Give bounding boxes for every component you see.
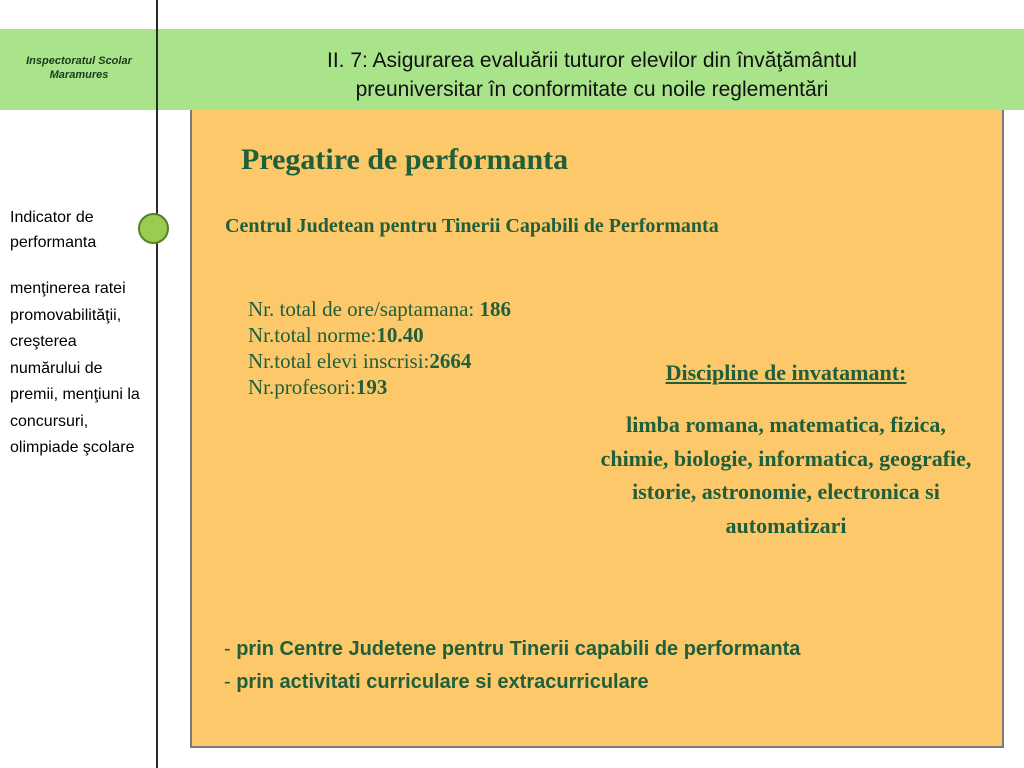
stat-value: 193: [355, 375, 388, 399]
stat-norms: [248, 322, 511, 348]
bullet-item: [224, 666, 994, 699]
stat-label: Nr. total de ore/saptamana:: [248, 297, 480, 321]
slide-title-line-1: II. 7: Asigurarea evaluării tuturor elevilor din învăţământul: [327, 49, 857, 72]
stat-hours: [248, 296, 511, 322]
bullet-list: [224, 633, 994, 699]
stat-value: 186: [479, 297, 512, 321]
section-title: Pregatire de performanta: [241, 143, 569, 176]
stats-list: [248, 296, 511, 400]
stat-value: 2664: [429, 349, 472, 373]
stat-value: 10.40: [376, 323, 424, 347]
bullet-dash: -: [224, 638, 237, 660]
disciplines-list: limba romana, matematica, fizica, chimie, biologie, informatica, geografie, istorie, astronomie, electronica si automatizari: [600, 412, 972, 538]
bullet-text: prin activitati curriculare si extracurriculare: [236, 671, 649, 693]
stat-students: [248, 348, 511, 374]
indicator-title: Indicator de performanta: [10, 209, 97, 251]
disciplines-heading: Discipline de invatamant:: [665, 360, 907, 385]
stat-label: Nr.profesori:: [248, 375, 356, 399]
stat-teachers: [248, 374, 511, 400]
stat-label: Nr.total elevi inscrisi:: [248, 349, 430, 373]
slide-title: [160, 46, 1024, 104]
bullet-dash: -: [224, 671, 237, 693]
organization-name: Inspectoratul Scolar Maramures: [26, 55, 132, 81]
indicator-text: menţinerea ratei promovabilităţii, creşterea numărului de premii, menţiuni la concursuri, olimpiade şcolare: [10, 280, 140, 456]
stat-label: Nr.total norme:: [248, 323, 377, 347]
green-circle-marker: [138, 213, 169, 244]
slide-title-line-2: preuniversitar în conformitate cu noile reglementări: [355, 78, 829, 101]
bullet-text: prin Centre Judetene pentru Tinerii capabili de performanta: [236, 638, 801, 660]
center-name: Centrul Judetean pentru Tinerii Capabili de Performanta: [225, 215, 719, 237]
vertical-divider: [156, 0, 158, 768]
bullet-item: [224, 633, 994, 666]
